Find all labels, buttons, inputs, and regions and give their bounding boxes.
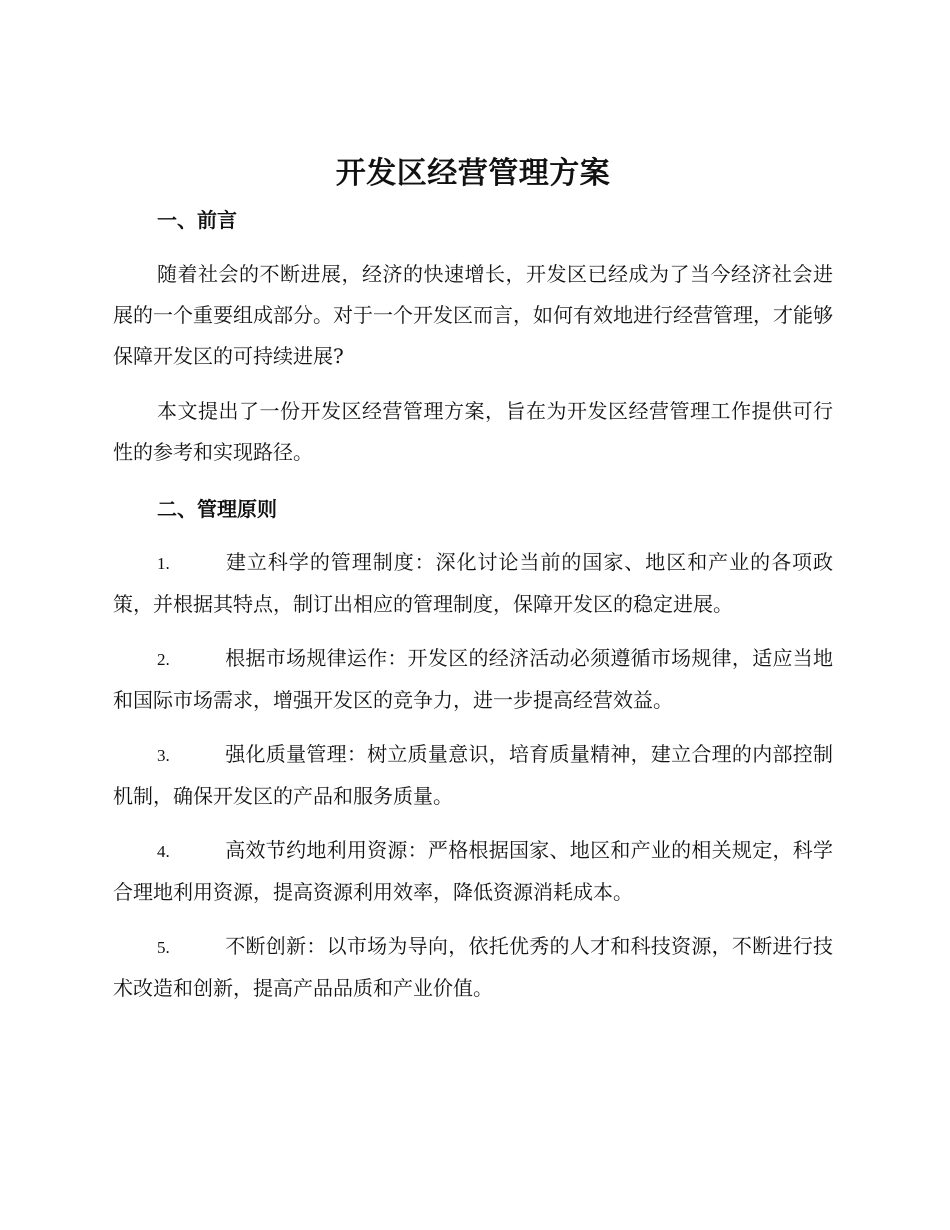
- list-item-text: 建立科学的管理制度：深化讨论当前的国家、地区和产业的各项政策，并根据其特点，制订出相应的管理制度，保障开发区的稳定进展。: [113, 550, 833, 616]
- list-item-text: 强化质量管理：树立质量意识，培育质量精神，建立合理的内部控制机制，确保开发区的产品和服务质量。: [113, 742, 833, 808]
- list-item: [113, 638, 833, 721]
- list-item-text: 高效节约地利用资源：严格根据国家、地区和产业的相关规定，科学合理地利用资源，提高资源利用效率，降低资源消耗成本。: [113, 838, 833, 904]
- list-item-number: 3.: [157, 746, 170, 765]
- list-item: [113, 926, 833, 1009]
- list-item-text: 不断创新：以市场为导向，依托优秀的人才和科技资源，不断进行技术改造和创新，提高产品品质和产业价值。: [113, 934, 833, 1000]
- document-page: [113, 150, 833, 1009]
- list-item: [113, 734, 833, 817]
- list-item-number: 1.: [157, 554, 170, 573]
- preface-paragraph-1: 随着社会的不断进展，经济的快速增长，开发区已经成为了当今经济社会进展的一个重要组成部分。对于一个开发区而言，如何有效地进行经营管理，才能够保障开发区的可持续进展?: [113, 262, 833, 368]
- preface-paragraph-2: 本文提出了一份开发区经营管理方案，旨在为开发区经营管理工作提供可行性的参考和实现路径。: [113, 399, 833, 464]
- list-item: [113, 830, 833, 913]
- list-item-number: 4.: [157, 842, 170, 861]
- principles-list: [113, 542, 833, 1009]
- list-item-number: 5.: [157, 938, 170, 957]
- list-item: [113, 542, 833, 625]
- document-title: 开发区经营管理方案: [335, 156, 611, 191]
- list-item-number: 2.: [157, 650, 170, 669]
- section-heading-principles: 二、管理原则: [157, 497, 277, 521]
- list-item-text: 根据市场规律运作：开发区的经济活动必须遵循市场规律，适应当地和国际市场需求，增强开发区的竞争力，进一步提高经营效益。: [113, 646, 833, 712]
- section-heading-preface: 一、前言: [157, 208, 237, 232]
